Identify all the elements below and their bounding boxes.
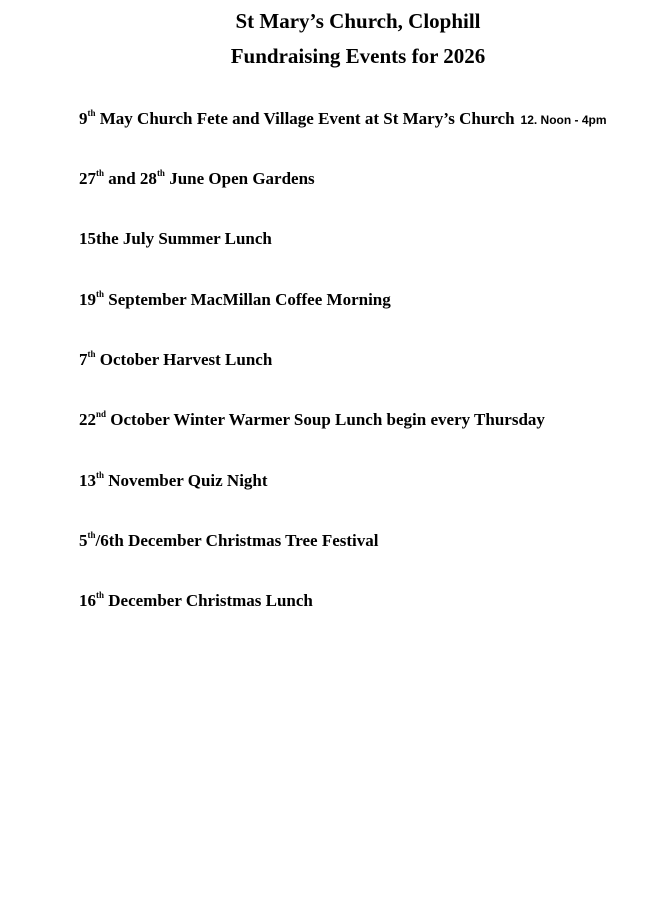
- event-description: June Open Gardens: [164, 169, 315, 188]
- event-description: 15the July Summer Lunch: [79, 229, 272, 248]
- event-item-quiz-night: [79, 471, 268, 491]
- event-item-harvest-lunch: [79, 350, 272, 370]
- date-suffix: th: [87, 530, 96, 541]
- event-day: 19: [79, 290, 96, 309]
- event-item-church-fete: [79, 109, 607, 130]
- date-suffix: nd: [96, 409, 107, 420]
- date-suffix: th: [96, 470, 105, 481]
- event-day-second: and 28: [104, 169, 157, 188]
- event-day: 22: [79, 410, 96, 429]
- event-item-open-gardens: [79, 169, 315, 189]
- event-day: 7: [79, 350, 88, 369]
- event-day: 13: [79, 471, 96, 490]
- date-suffix: th: [87, 349, 96, 360]
- date-suffix: th: [96, 289, 105, 300]
- event-item-soup-lunch: [79, 410, 545, 430]
- event-item-christmas-lunch: [79, 591, 313, 611]
- event-description: October Harvest Lunch: [95, 350, 273, 369]
- date-suffix: th: [96, 590, 105, 601]
- event-time-note: 12. Noon - 4pm: [520, 113, 607, 127]
- event-item-christmas-tree-festival: [79, 531, 378, 551]
- event-day: 5: [79, 531, 88, 550]
- document-subtitle: Fundraising Events for 2026: [230, 44, 486, 68]
- event-description: December Christmas Lunch: [104, 591, 313, 610]
- event-item-coffee-morning: [79, 290, 391, 310]
- event-description: May Church Fete and Village Event at St Mary’s Church: [95, 109, 515, 128]
- document-title: St Mary’s Church, Clophill: [235, 9, 481, 33]
- event-description: /6th December Christmas Tree Festival: [95, 531, 379, 550]
- event-day: 16: [79, 591, 96, 610]
- event-description: September MacMillan Coffee Morning: [104, 290, 391, 309]
- event-item-summer-lunch: [79, 229, 272, 249]
- date-suffix: th: [87, 108, 96, 119]
- event-day: 9: [79, 109, 88, 128]
- event-description: October Winter Warmer Soup Lunch begin every Thursday: [106, 410, 545, 429]
- date-suffix-second: th: [156, 168, 165, 179]
- date-suffix: th: [96, 168, 105, 179]
- event-description: November Quiz Night: [104, 471, 268, 490]
- event-day: 27: [79, 169, 96, 188]
